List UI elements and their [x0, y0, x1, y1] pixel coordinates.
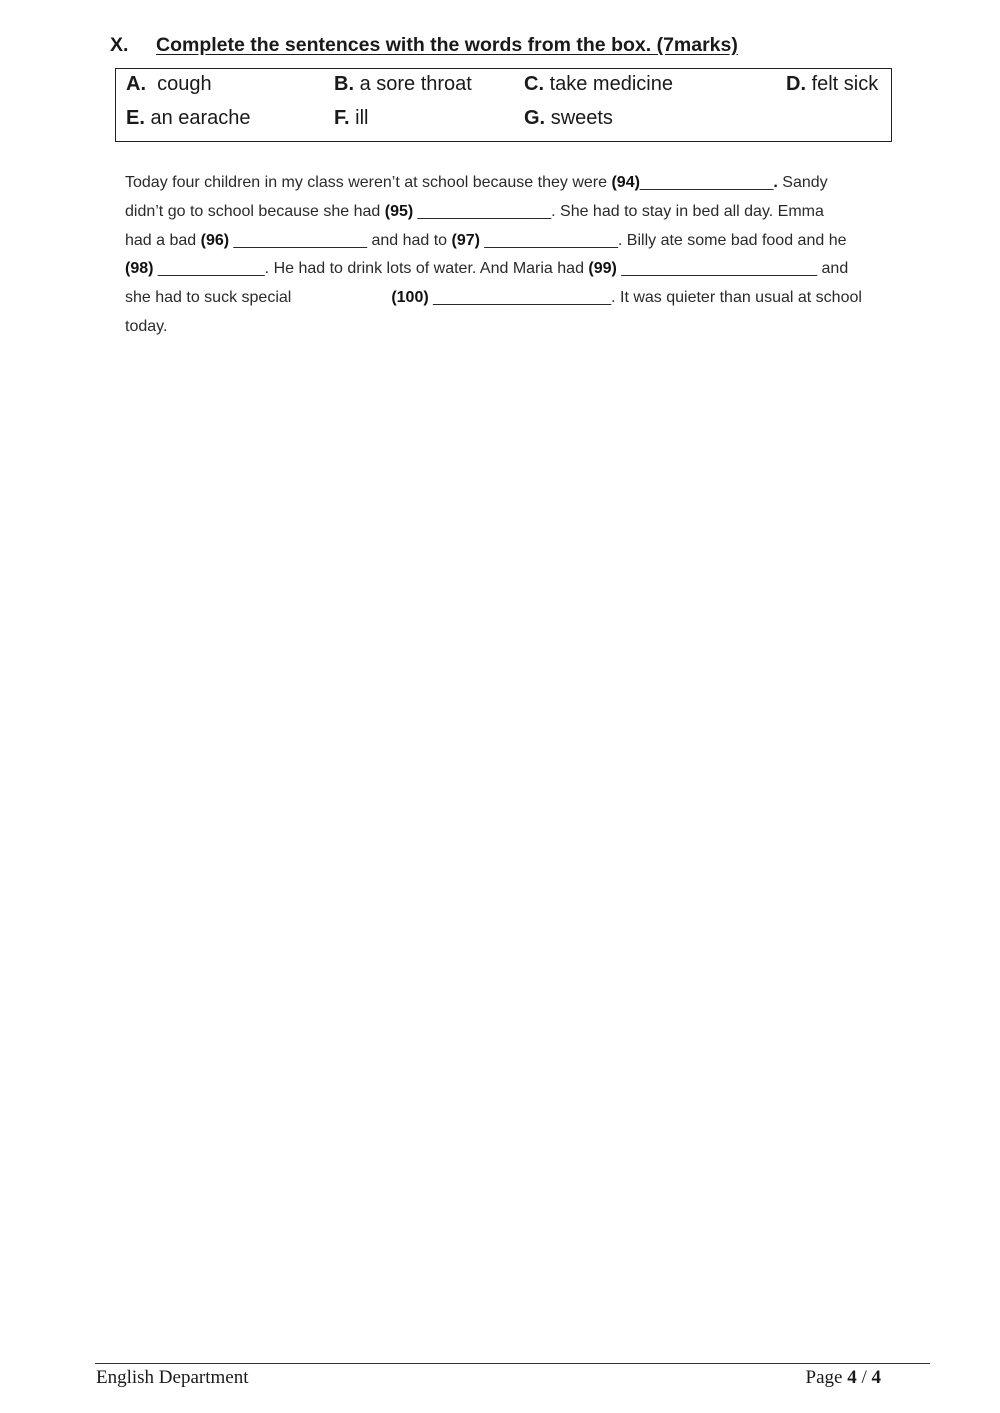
word-option-letter: A.: [126, 73, 146, 95]
word-option: [126, 73, 212, 96]
passage-text: ____________________. It was quieter than usual at school: [428, 289, 862, 307]
word-option-letter: D.: [786, 73, 806, 95]
passage-text: _______________. She had to stay in bed all day. Emma: [413, 202, 824, 220]
word-option: [524, 73, 673, 96]
word-option-letter: E.: [126, 107, 145, 129]
footer-department: English Department: [96, 1367, 249, 1388]
page-total: 4: [871, 1367, 881, 1388]
passage-text: ____________. He had to drink lots of water. And Maria had: [153, 260, 589, 278]
blank-number-96: (96): [200, 231, 230, 249]
blank-number-99: (99): [588, 260, 617, 278]
word-option-letter: G.: [524, 107, 546, 129]
page-separator: /: [856, 1367, 872, 1388]
passage-text: _______________ and had to: [229, 231, 452, 249]
word-option-text: felt sick: [811, 73, 879, 95]
word-option-text: sweets: [550, 107, 613, 129]
exercise-heading: [110, 34, 738, 57]
blank-number-98: (98): [125, 260, 154, 278]
passage-text: Sandy: [777, 174, 828, 191]
footer-divider: [95, 1363, 930, 1364]
word-option-text: a sore throat: [359, 73, 472, 95]
blank-number-100: (100): [391, 289, 429, 307]
word-option-text: cough: [157, 73, 212, 95]
word-option-letter: C.: [524, 73, 544, 95]
passage-text: she had to suck special: [125, 289, 292, 307]
word-box: [115, 68, 892, 142]
blank-number-95: (95): [384, 202, 414, 220]
exercise-title: Complete the sentences with the words from the box. (7marks): [156, 34, 738, 56]
passage-text: _______________. Billy ate some bad food and he: [479, 231, 847, 249]
word-option: [524, 107, 613, 130]
passage-line: [125, 227, 925, 256]
passage-text: ______________________ and: [616, 260, 849, 278]
word-option-text: an earache: [150, 107, 251, 129]
passage-line: [125, 313, 925, 342]
blank-number-97: (97): [451, 231, 480, 249]
page-current: 4: [847, 1367, 857, 1388]
passage-text: had a bad: [125, 231, 201, 249]
passage-text: today.: [125, 317, 168, 335]
blank-94: _______________: [639, 174, 774, 191]
passage-period: .: [773, 174, 778, 191]
word-option: [334, 73, 472, 96]
passage-text: Today four children in my class weren’t at school because they were: [125, 174, 612, 191]
word-option-letter: B.: [334, 73, 354, 95]
passage-text: didn’t go to school because she had: [125, 202, 385, 220]
blank-number-94: (94): [611, 174, 640, 191]
word-option: [126, 107, 251, 130]
word-option-text: ill: [355, 107, 369, 129]
passage-line: [125, 198, 925, 227]
word-option: [786, 73, 878, 96]
exercise-number: X.: [110, 34, 129, 56]
word-option-letter: F.: [334, 107, 350, 129]
passage-line: [125, 284, 925, 313]
page-label: Page: [805, 1367, 848, 1388]
passage-line: [125, 255, 925, 284]
word-option: [334, 107, 368, 130]
passage: [125, 169, 925, 342]
passage-line: [125, 169, 925, 198]
word-option-text: take medicine: [549, 73, 673, 95]
footer-page-number: [806, 1367, 881, 1389]
